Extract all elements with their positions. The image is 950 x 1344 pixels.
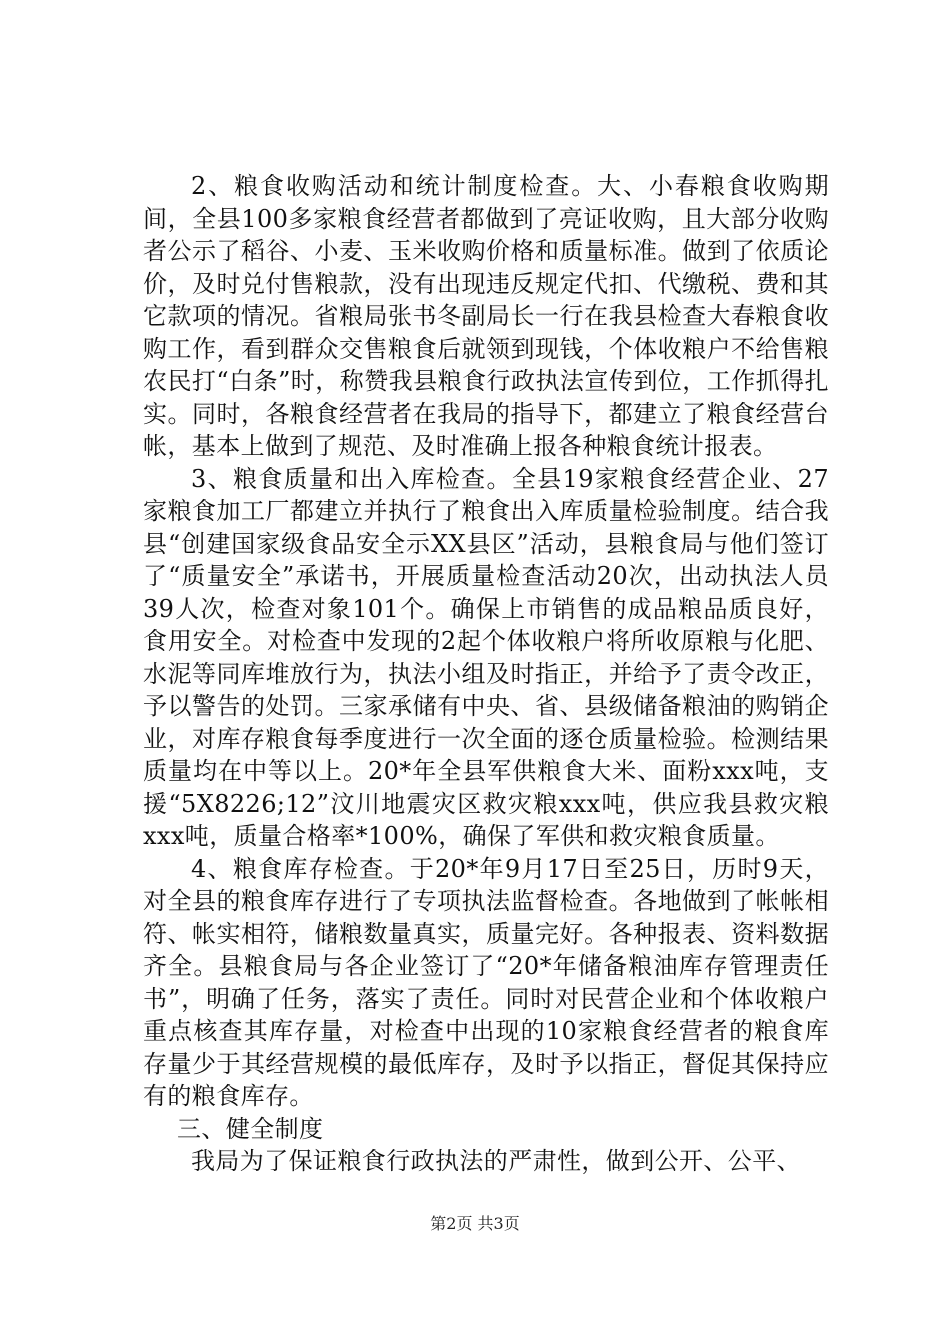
- page-number-footer: 第2页 共3页: [430, 1214, 520, 1233]
- paragraph-grain-inventory-check: 4、粮食库存检查。于20*年9月17日至25日，历时9天，对全县的粮食库存进行了专项执法监督检查。各地做到了帐帐相符、帐实相符，储粮数量真实，质量完好。各种报表、资料数据齐全。县粮食局与各企业签订了“20*年储备粮油库存管理责任书”，明确了任务，落实了责任。同时对民营企业和个体收粮户重点核查其库存量，对检查中出现的10家粮食经营者的粮食库存量少于其经营规模的最低库存，及时予以指正，督促其保持应有的粮食库存。: [143, 854, 829, 1110]
- section-heading: 三、健全制度: [177, 1114, 324, 1143]
- paragraph-system-intro: 我局为了保证粮食行政执法的严肃性，做到公开、公平、: [191, 1147, 801, 1175]
- paragraph-grain-purchase-check: 2、粮食收购活动和统计制度检查。大、小春粮食收购期间，全县100多家粮食经营者都做到了亮证收购，且大部分收购者公示了稻谷、小麦、玉米收购价格和质量标准。做到了依质论价，及时兑付售粮款，没有出现违反规定代扣、代缴税、费和其它款项的情况。省粮局张书冬副局长一行在我县检查大春粮食收购工作，看到群众交售粮食后就领到现钱，个体收粮户不给售粮农民打“白条”时，称赞我县粮食行政执法宣传到位，工作抓得扎实。同时，各粮食经营者在我局的指导下，都建立了粮食经营台帐，基本上做到了规范、及时准确上报各种粮食统计报表。: [143, 172, 829, 460]
- paragraph-grain-quality-check: 3、粮食质量和出入库检查。全县19家粮食经营企业、27家粮食加工厂都建立并执行了粮食出入库质量检验制度。结合我县“创建国家级食品安全示XX县区”活动，县粮食局与他们签订了“质量安全”承诺书，开展质量检查活动20次，出动执法人员39人次，检查对象101个。确保上市销售的成品粮品质良好，食用安全。对检查中发现的2起个体收粮户将所收原粮与化肥、水泥等同库堆放行为，执法小组及时指正，并给予了责令改正，予以警告的处罚。三家承储有中央、省、县级储备粮油的购销企业，对库存粮食每季度进行一次全面的逐仓质量检验。检测结果质量均在中等以上。20*年全县军供粮食大米、面粉xxx吨，支援“5X8226;12”汶川地震灾区救灾粮xxx吨，供应我县救灾粮xxx吨，质量合格率*100%，确保了军供和救灾粮食质量。: [143, 464, 829, 850]
- document-body: [143, 170, 829, 1178]
